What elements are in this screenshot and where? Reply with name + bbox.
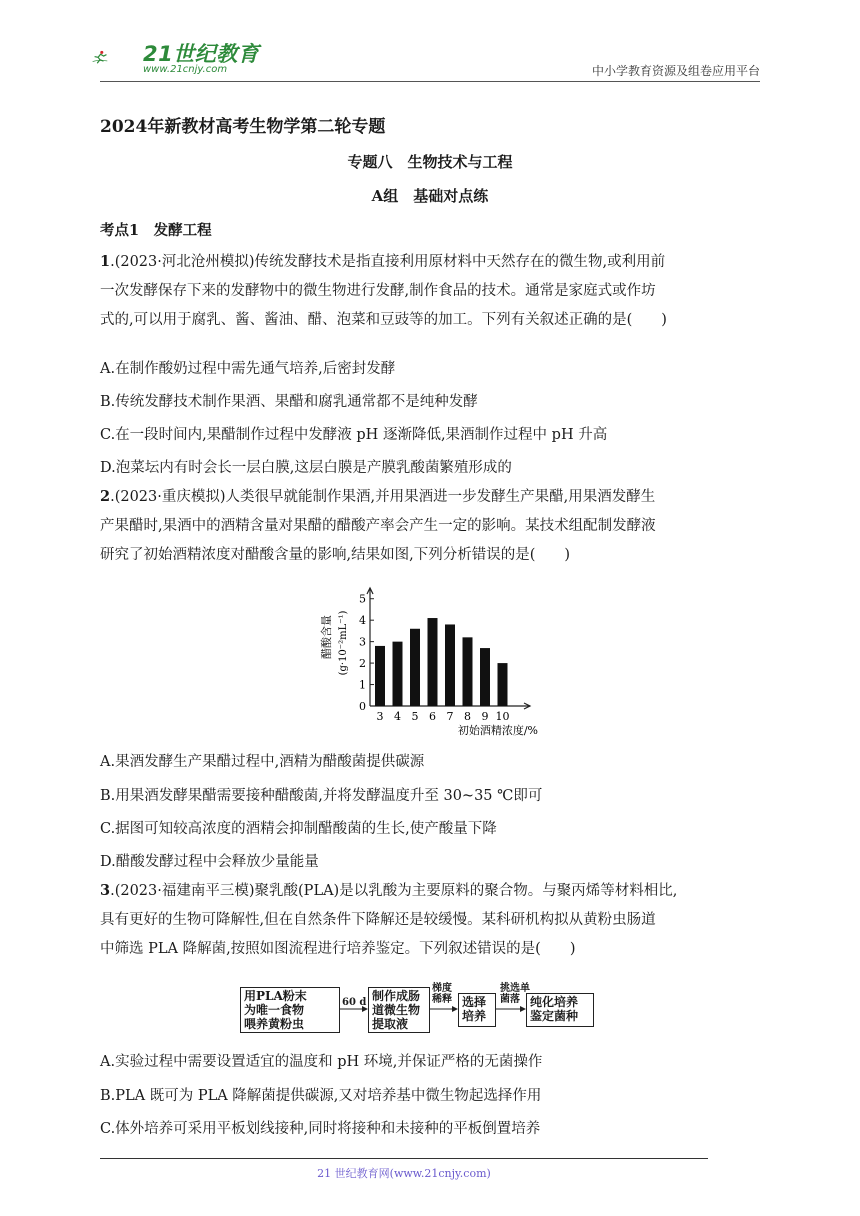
bar (375, 646, 385, 706)
bar (410, 629, 420, 706)
pla-flow-diagram (240, 983, 620, 1033)
question-number: 3 (100, 882, 111, 899)
flow-text: 梯度 (432, 983, 452, 994)
x-tick-label: 8 (464, 710, 471, 723)
question-text-line: .(2023·河北沧州模拟)传统发酵技术是指直接利用原材料中天然存在的微生物,或利用前 (110, 254, 666, 270)
y-tick-label: 3 (359, 635, 366, 649)
option-a: A.在制作酸奶过程中需先通气培养,后密封发酵 (100, 361, 396, 377)
option-c: C.体外培养可采用平板划线接种,同时将接种和未接种的平板倒置培养 (100, 1121, 541, 1137)
document-title: 2024年新教材高考生物学第二轮专题 (100, 117, 386, 137)
arrow-right-icon (496, 1005, 526, 1013)
flow-step-select (458, 993, 496, 1027)
question-text-line: .(2023·重庆模拟)人类很早就能制作果酒,并用果酒进一步发酵生产果醋,用果酒发酵生 (110, 489, 656, 505)
footer-text: 21 世纪教育网(www.21cnjy.com) (317, 1167, 491, 1180)
x-tick-label: 9 (481, 710, 489, 723)
flow-text: 喂养黄粉虫 (244, 1017, 305, 1031)
flow-text: 提取液 (372, 1017, 409, 1031)
question-text-line: 具有更好的生物可降解性,但在自然条件下降解还是较缓慢。某科研机构拟从黄粉虫肠道 (100, 912, 656, 928)
flow-text: 培养 (462, 1009, 487, 1023)
runner-logo-icon (92, 36, 144, 78)
flow-text: 挑选单 (500, 983, 530, 994)
question-number: 2 (100, 488, 111, 505)
x-tick-label: 6 (429, 710, 436, 723)
option-d: D.醋酸发酵过程中会释放少量能量 (100, 854, 319, 870)
flow-text: 纯化培养 (530, 995, 579, 1009)
footer-divider (100, 1158, 708, 1159)
logo-url: www.21cnjy.com (143, 64, 228, 75)
flow-step-purify (526, 993, 594, 1027)
option-b: B.PLA 既可为 PLA 降解菌提供碳源,又对培养基中微生物起选择作用 (100, 1088, 542, 1104)
bar (445, 624, 455, 706)
question-text-line: .(2023·福建南平三模)聚乳酸(PLA)是以乳酸为主要原料的聚合物。与聚丙烯等材料相比, (110, 883, 678, 899)
y-tick-label: 1 (359, 678, 366, 692)
arrow-right-icon (340, 1005, 368, 1013)
topic-title: 专题八 生物技术与工程 (347, 153, 513, 171)
y-tick-label: 0 (359, 700, 366, 713)
group-title: A组 基础对点练 (371, 187, 489, 205)
flow-arrow-label (432, 983, 452, 1005)
flow-text: 制作成肠 (372, 989, 421, 1003)
x-axis-label: 初始酒精浓度/% (457, 724, 538, 737)
option-d: D.泡菜坛内有时会长一层白膜,这层白膜是产膜乳酸菌繁殖形成的 (100, 460, 512, 476)
question-number: 1 (100, 253, 111, 270)
option-c: C.在一段时间内,果醋制作过程中发酵液 pH 逐渐降低,果酒制作过程中 pH 升高 (100, 427, 608, 443)
x-tick-label: 4 (394, 710, 401, 723)
flow-text: 稀释 (432, 994, 452, 1005)
flow-step-feed (240, 987, 340, 1033)
bar (393, 642, 403, 706)
question-2 (100, 482, 760, 570)
acetic-acid-bar-chart (300, 582, 550, 742)
y-tick-label: 2 (359, 657, 366, 671)
question-text-line: 研究了初始酒精浓度对醋酸含量的影响,结果如图,下列分析错误的是( ) (100, 547, 571, 563)
header-platform-text: 中小学教育资源及组卷应用平台 (591, 64, 760, 78)
y-axis-unit: (g·10⁻²mL⁻¹) (338, 610, 349, 676)
bar (463, 637, 473, 706)
x-tick-label: 10 (495, 710, 510, 723)
y-tick-label: 5 (359, 592, 366, 606)
flow-text: 选择 (462, 995, 487, 1009)
question-text-line: 一次发酵保存下来的发酵物中的微生物进行发酵,制作食品的技术。通常是家庭式或作坊 (100, 283, 656, 299)
bar (428, 618, 438, 706)
question-text-line: 中筛选 PLA 降解菌,按照如图流程进行培养鉴定。下列叙述错误的是( ) (100, 941, 576, 957)
flow-text: 菌落 (500, 994, 520, 1005)
logo-text: 21世纪教育 (143, 42, 260, 66)
x-tick-label: 7 (446, 710, 454, 723)
question-text-line: 式的,可以用于腐乳、酱、酱油、醋、泡菜和豆豉等的加工。下列有关叙述正确的是( ) (100, 312, 667, 328)
y-tick-label: 4 (359, 614, 366, 628)
flow-text: 鉴定菌种 (530, 1009, 579, 1023)
option-b: B.用果酒发酵果醋需要接种醋酸菌,并将发酵温度升至 30~35 ℃即可 (100, 788, 543, 804)
bar (498, 663, 508, 706)
arrow-right-icon (430, 1005, 458, 1013)
question-1 (100, 247, 760, 335)
option-c: C.据图可知较高浓度的酒精会抑制醋酸菌的生长,使产酸量下降 (100, 821, 497, 837)
question-text-line: 产果醋时,果酒中的酒精含量对果醋的醋酸产率会产生一定的影响。某技术组配制发酵液 (100, 518, 656, 534)
option-a: A.果酒发酵生产果醋过程中,酒精为醋酸菌提供碳源 (100, 754, 425, 770)
flow-step-extract (368, 987, 430, 1033)
flow-text: 道微生物 (372, 1003, 421, 1017)
option-b: B.传统发酵技术制作果酒、果醋和腐乳通常都不是纯种发酵 (100, 394, 478, 410)
x-tick-label: 5 (411, 710, 419, 723)
question-3 (100, 876, 760, 964)
flow-text: 用PLA粉末 (244, 989, 307, 1003)
bar (480, 648, 490, 706)
option-a: A.实验过程中需要设置适宜的温度和 pH 环境,并保证严格的无菌操作 (100, 1054, 543, 1070)
y-axis-label: 醋酸含量 (320, 615, 333, 659)
flow-arrow-label: 60 d (342, 997, 367, 1008)
flow-text: 为唯一食物 (244, 1003, 305, 1017)
x-tick-label: 3 (376, 710, 384, 723)
section-title: 考点1 发酵工程 (100, 222, 212, 239)
header-divider (100, 81, 760, 82)
